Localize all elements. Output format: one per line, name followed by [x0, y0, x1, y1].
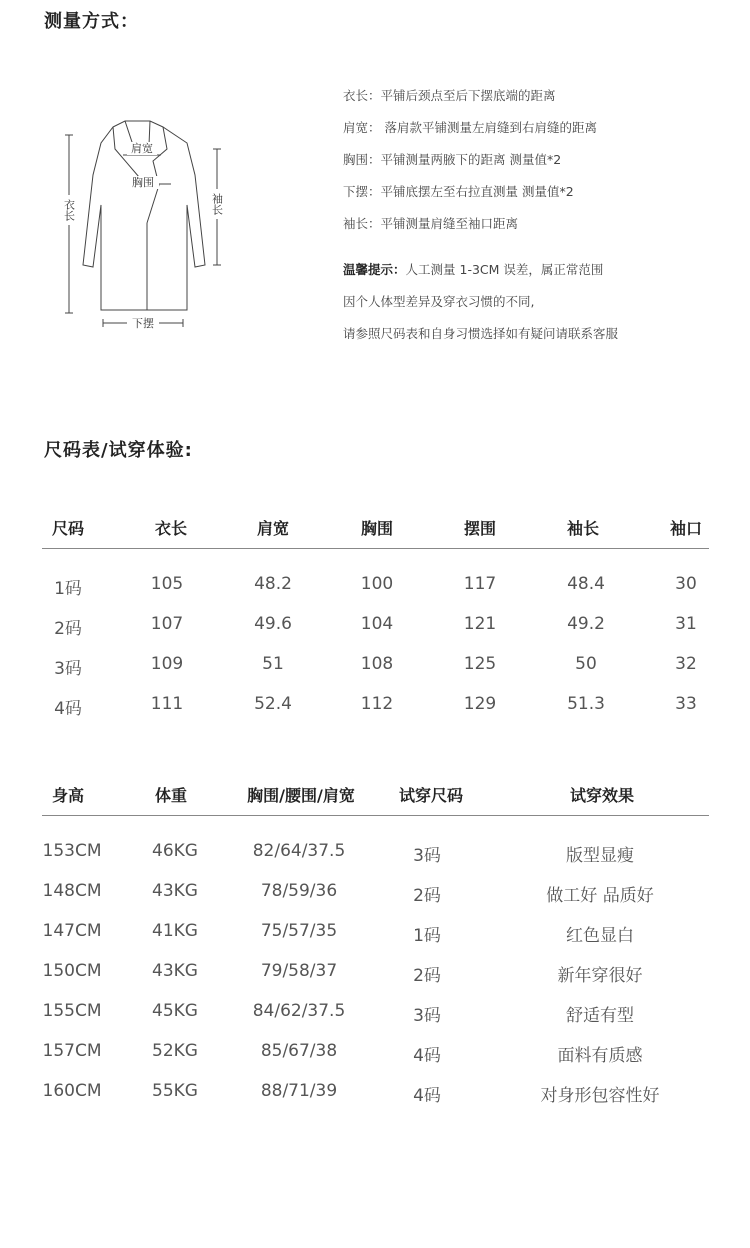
col-hem: 摆围 [463, 519, 497, 538]
table-row: 150CM 43KG 79/58/37 2码 新年穿很好 [42, 961, 643, 986]
table-row: 1码 105 48.2 100 117 48.4 30 [54, 574, 697, 599]
size-table-header [42, 504, 709, 549]
col-tried-size: 试穿尺码 [398, 786, 464, 805]
diagram-shoulder-label: 肩宽 [131, 142, 153, 155]
col-measurements: 胸围/腰围/肩宽 [247, 786, 355, 805]
desc-chest: 胸围：平铺测量两腋下的距离 测量值*2 [343, 152, 562, 167]
table-row: 4码 111 52.4 112 129 51.3 33 [54, 694, 697, 719]
desc-sleeve: 袖长：平铺测量肩缝至袖口距离 [343, 216, 519, 231]
coat-diagram [55, 115, 230, 335]
size-table [42, 504, 709, 724]
fit-table [42, 771, 709, 1111]
col-cuff: 袖口 [669, 519, 703, 538]
diagram-sleeve-label: 袖长 [210, 193, 224, 215]
table-row: 153CM 46KG 82/64/37.5 3码 版型显瘦 [42, 841, 634, 866]
measure-descriptions [343, 86, 743, 246]
size-title: 尺码表/试穿体验: [44, 440, 193, 461]
col-shoulder: 肩宽 [256, 519, 290, 538]
col-height: 身高 [51, 786, 85, 805]
table-row: 147CM 41KG 75/57/35 1码 红色显白 [42, 921, 634, 946]
table-row: 155CM 45KG 84/62/37.5 3码 舒适有型 [42, 1001, 634, 1026]
diagram-length-label: 衣长 [62, 199, 76, 221]
col-chest: 胸围 [360, 519, 394, 538]
table-row: 160CM 55KG 88/71/39 4码 对身形包容性好 [42, 1081, 660, 1106]
tip-line-2: 因个人体型差异及穿衣习惯的不同, [343, 294, 535, 309]
fit-table-header [42, 771, 709, 816]
tips [343, 260, 743, 356]
col-length: 衣长 [154, 519, 188, 538]
desc-hem: 下摆：平铺底摆左至右拉直测量 测量值*2 [343, 184, 574, 199]
table-row: 3码 109 51 108 125 50 32 [54, 654, 697, 679]
desc-length: 衣长：平铺后颈点至后下摆底端的距离 [343, 88, 556, 103]
tip-line-1: 温馨提示：人工测量 1-3CM 误差，属正常范围 [343, 262, 604, 277]
measure-title: 测量方式： [44, 11, 139, 32]
desc-shoulder: 肩宽： 落肩款平铺测量左肩缝到右肩缝的距离 [343, 120, 597, 135]
table-row: 148CM 43KG 78/59/36 2码 做工好 品质好 [42, 881, 654, 906]
diagram-chest-label: 胸围 [132, 176, 154, 189]
table-row: 2码 107 49.6 104 121 49.2 31 [54, 614, 697, 639]
table-row: 157CM 52KG 85/67/38 4码 面料有质感 [42, 1041, 643, 1066]
col-sleeve: 袖长 [566, 519, 600, 538]
col-effect: 试穿效果 [569, 786, 635, 805]
col-size: 尺码 [51, 519, 85, 538]
tip-line-3: 请参照尺码表和自身习惯选择如有疑问请联系客服 [343, 326, 619, 341]
col-weight: 体重 [154, 786, 188, 805]
diagram-hem-label: 下摆 [132, 317, 154, 330]
